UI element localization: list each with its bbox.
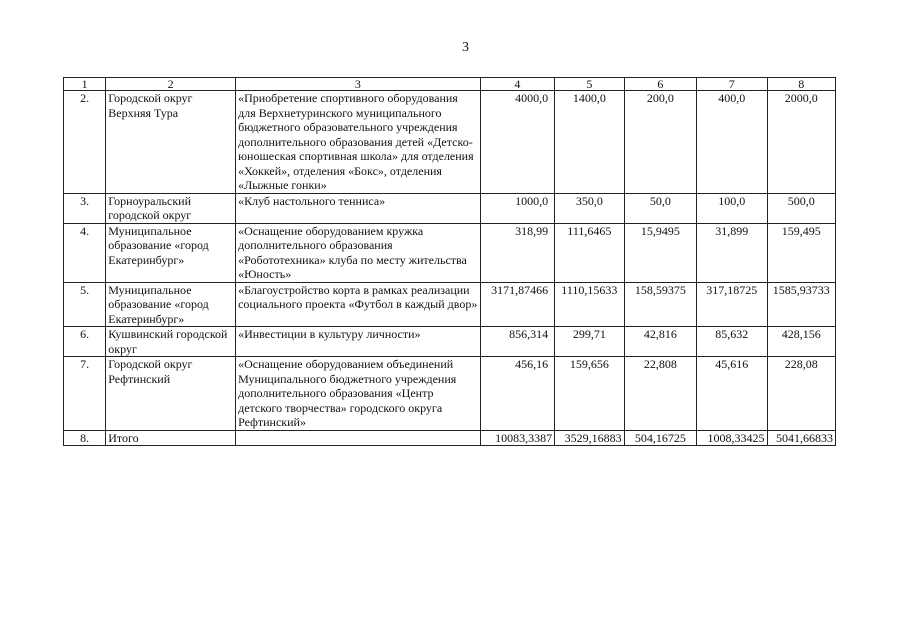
project-cell bbox=[236, 430, 481, 445]
column-header: 5 bbox=[555, 78, 624, 91]
value-cell-col5: 350,0 bbox=[555, 193, 624, 223]
row-number: 3. bbox=[64, 193, 106, 223]
value-cell-col4: 1000,0 bbox=[480, 193, 554, 223]
value-cell-col6: 50,0 bbox=[624, 193, 696, 223]
value-cell-col7: 400,0 bbox=[697, 91, 767, 194]
table-row bbox=[64, 282, 836, 327]
value-cell-col4: 3171,87466 bbox=[480, 282, 554, 327]
value-cell-col8: 428,156 bbox=[767, 327, 836, 357]
row-number: 8. bbox=[64, 430, 106, 445]
table-header-row bbox=[64, 78, 836, 91]
column-header: 4 bbox=[480, 78, 554, 91]
value-cell-col8: 1585,93733 bbox=[767, 282, 836, 327]
project-cell: «Клуб настольного тенниса» bbox=[236, 193, 481, 223]
project-cell: «Оснащение оборудованием кружка дополнительного образования «Робототехника» клуба по месту жительства «Юность» bbox=[236, 223, 481, 282]
municipality-cell: Горноуральский городской округ bbox=[106, 193, 236, 223]
table-row bbox=[64, 327, 836, 357]
table-row bbox=[64, 223, 836, 282]
total-label: Итого bbox=[106, 430, 236, 445]
value-cell-col7: 100,0 bbox=[697, 193, 767, 223]
value-cell-col7: 45,616 bbox=[697, 357, 767, 431]
column-header: 8 bbox=[767, 78, 836, 91]
table-row bbox=[64, 91, 836, 194]
value-cell-col6: 15,9495 bbox=[624, 223, 696, 282]
total-value-col6: 504,16725 bbox=[624, 430, 696, 445]
value-cell-col6: 158,59375 bbox=[624, 282, 696, 327]
data-table bbox=[63, 77, 836, 446]
value-cell-col7: 85,632 bbox=[697, 327, 767, 357]
project-cell: «Приобретение спортивного оборудования для Верхнетуринского муниципального бюджетного образовательного учреждения дополнительного образования детей «Детско-юношеская спортивная школа» для отделения «Хоккей», отделения «Бокс», отделения «Лыжные гонки» bbox=[236, 91, 481, 194]
value-cell-col8: 228,08 bbox=[767, 357, 836, 431]
total-value-col5: 3529,16883 bbox=[555, 430, 624, 445]
municipality-cell: Муниципальное образование «город Екатеринбург» bbox=[106, 282, 236, 327]
municipality-cell: Городской округ Верхняя Тура bbox=[106, 91, 236, 194]
table-row bbox=[64, 357, 836, 431]
total-value-col8: 5041,66833 bbox=[767, 430, 836, 445]
column-header: 7 bbox=[697, 78, 767, 91]
value-cell-col5: 111,6465 bbox=[555, 223, 624, 282]
value-cell-col4: 318,99 bbox=[480, 223, 554, 282]
municipality-cell: Муниципальное образование «город Екатеринбург» bbox=[106, 223, 236, 282]
value-cell-col4: 4000,0 bbox=[480, 91, 554, 194]
row-number: 5. bbox=[64, 282, 106, 327]
row-number: 4. bbox=[64, 223, 106, 282]
value-cell-col4: 456,16 bbox=[480, 357, 554, 431]
column-header: 2 bbox=[106, 78, 236, 91]
project-cell: «Оснащение оборудованием объединений Муниципального бюджетного учреждения дополнительного образования «Центр детского творчества» городского округа Рефтинский» bbox=[236, 357, 481, 431]
value-cell-col7: 317,18725 bbox=[697, 282, 767, 327]
column-header: 3 bbox=[236, 78, 481, 91]
municipality-cell: Кушвинский городской округ bbox=[106, 327, 236, 357]
page-number: 3 bbox=[462, 40, 469, 55]
total-value-col7: 1008,33425 bbox=[697, 430, 767, 445]
total-value-col4: 10083,3387 bbox=[480, 430, 554, 445]
value-cell-col5: 1400,0 bbox=[555, 91, 624, 194]
value-cell-col6: 22,808 bbox=[624, 357, 696, 431]
total-row bbox=[64, 430, 836, 445]
municipality-cell: Городской округ Рефтинский bbox=[106, 357, 236, 431]
value-cell-col6: 200,0 bbox=[624, 91, 696, 194]
row-number: 6. bbox=[64, 327, 106, 357]
value-cell-col8: 159,495 bbox=[767, 223, 836, 282]
row-number: 2. bbox=[64, 91, 106, 194]
table-row bbox=[64, 193, 836, 223]
value-cell-col4: 856,314 bbox=[480, 327, 554, 357]
value-cell-col7: 31,899 bbox=[697, 223, 767, 282]
value-cell-col8: 2000,0 bbox=[767, 91, 836, 194]
value-cell-col5: 299,71 bbox=[555, 327, 624, 357]
row-number: 7. bbox=[64, 357, 106, 431]
value-cell-col5: 159,656 bbox=[555, 357, 624, 431]
value-cell-col8: 500,0 bbox=[767, 193, 836, 223]
value-cell-col6: 42,816 bbox=[624, 327, 696, 357]
column-header: 6 bbox=[624, 78, 696, 91]
column-header: 1 bbox=[64, 78, 106, 91]
project-cell: «Инвестиции в культуру личности» bbox=[236, 327, 481, 357]
project-cell: «Благоустройство корта в рамках реализации социального проекта «Футбол в каждый двор» bbox=[236, 282, 481, 327]
value-cell-col5: 1110,15633 bbox=[555, 282, 624, 327]
